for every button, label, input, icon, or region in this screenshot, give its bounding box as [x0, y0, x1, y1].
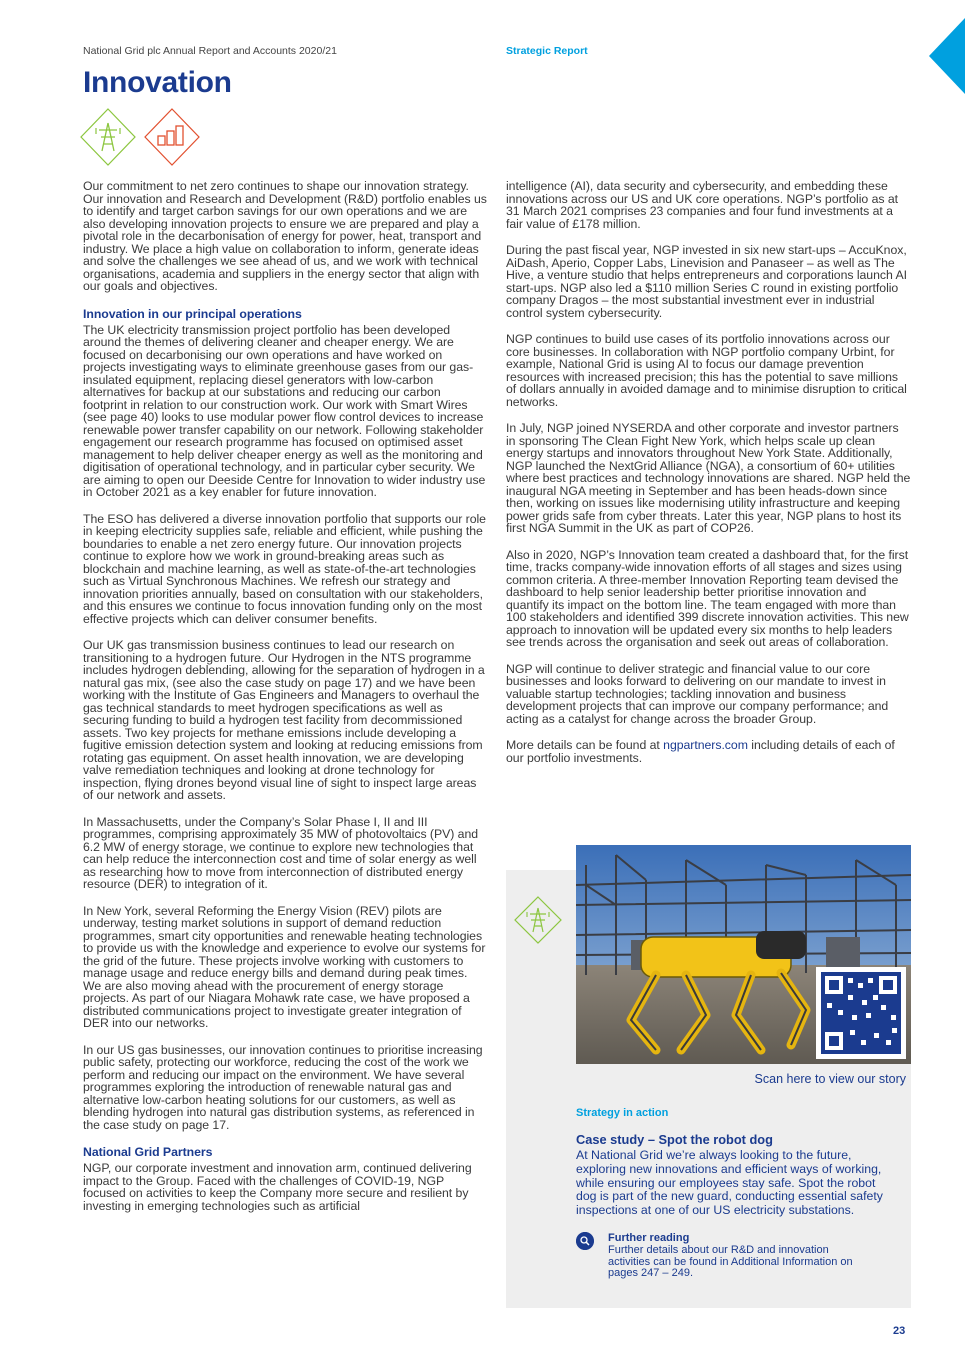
ngp-startups-paragraph: During the past fiscal year, NGP invested in six new start-ups – AccuKnox, AiDash, Aperio, Copper Labs, Linevision and Panaseer – as well as The Hive, a venture studio that helps entrepreneurs and corporations launch AI start-ups. NGP also led a $110 million Series C round in existing portfolio company Dragos – the most substantial investment ever in industrial control system cybersecurity.: [506, 243, 907, 320]
scan-story-link[interactable]: Scan here to view our story: [754, 1072, 906, 1086]
ngpartners-link[interactable]: ngpartners.com: [663, 738, 748, 752]
uk-gas-paragraph: Our UK gas transmission business continues to lead our research on transitioning to a hydrogen future. Our Hydrogen in the NTS programme includes hydrogen deblending, allowing for the separation of hydrogen in a natural gas mix, (see also the case study on page 17) and we have been working with the Institute of Gas Engineers and Managers to overhaul the gas technical standards to meet hydrogen specifications as well as securing funding to build a hydrogen test facility from decommissioned assets. Two key projects for methane emissions include developing a fugitive emission detection system and looking at reducing emissions from rotating gas equipment. On asset health innovation, we are developing valve remediation techniques and looking at drone technology for inspection, flying drones beyond visual line of sight to inspect large areas of our network and assets.: [83, 638, 485, 802]
ngp-mandate-paragraph: NGP will continue to deliver strategic and financial value to our core businesses and looks forward to delivering on our mandate to invest in valuable startup technologies; tackling innovation and business development projects that can improve our company performance; and acting as a catalyst for change across the broader Group.: [506, 661, 889, 726]
ngp-nyserda-paragraph: In July, NGP joined NYSERDA and other corporate and investor partners in sponsoring The Clean Fight New York, which helps scale up clean energy startups and innovators throughout New York State. Additionally, NGP launched the NextGrid Alliance (NGA), a consortium of 60+ utilities where best practices and technology innovations are shared. NGP held the inaugural NGA meeting in September and has been heads-down since then, working on issues like modernising utility infrastructure and keeping power grids safe from cyber threats. Later this year, NGP plans to host its first NGA Summit in the UK as part of COP26.: [506, 421, 911, 535]
qr-code-icon: [816, 967, 906, 1059]
case-study-body: At National Grid we’re always looking to the future, exploring new innovations and efficient ways of working, while ensuring our employees stay safe. Spot the robot dog is part of the new guard, conducting essential safety inspections at one of our US electricity substations.: [576, 1148, 883, 1218]
us-gas-paragraph: In our US gas businesses, our innovation continues to prioritise increasing public safety, protecting our workforce, reducing the cost of the work we perform and reducing our impact on the environment. We have several programmes exploring the introduction of renewable natural gas and alternative low-carbon heating solutions for our customers, as well as blending hydrogen into natural gas distribution systems, as referenced in the case study on page 17.: [83, 1042, 483, 1132]
intro-paragraph: Our commitment to net zero continues to shape our innovation strategy. Our innovation and Research and Development (R&D) portfolio enables us to identify and target carbon savings for our own operations and we are also developing innovation projects to ensure we are prepared and play a pivotal role in the decarbonisation of energy for power, heat, transport and industry. We place a high value on collaboration to inform, generate ideas and solve the challenges we see ahead of us, and we work with technical organisations, academia and suppliers in the energy sector that align with our goals and objectives.: [83, 179, 487, 293]
corner-tab-icon: [929, 18, 965, 94]
eso-paragraph: The ESO has delivered a diverse innovation portfolio that supports our role in keeping electricity supplies safe, reliable and efficient, while pushing the boundaries to enable a net zero energy future. Our innovation projects continue to explore how we work in ground-breaking areas such as blockchain and machine learning, as well as state-of-the-art technologies such as Virtual Synchronous Machines. We refresh our strategy and innovation priorities annually, based on consultation with our stakeholders, and this ensures we continue to focus innovation funding only on the most effective projects which can deliver consumer benefits.: [83, 511, 486, 626]
ngp-dashboard-paragraph: Also in 2020, NGP’s Innovation team created a dashboard that, for the first time, tracks company-wide innovation efforts of all stages and sizes using common criteria. A three-member Innovation Reporting team devised the dashboard to help senior leadership better prioritise innovation and quantify its impact on the bottom line. The team engaged with more than 100 stakeholders and identified 399 discrete innovation activities. This new approach to innovation will be updated every six months to help leaders see trends across the organisation and seek out areas of collaboration.: [506, 547, 909, 649]
ngp-portfolio-paragraph: intelligence (AI), data security and cybersecurity, and embedding these innovations across our US and UK core operations. NGP’s portfolio as at 31 March 2021 comprises 23 companies and four fund investments at a fair value of £178 million.: [506, 179, 898, 231]
strategy-in-action-label: Strategy in action: [576, 1107, 669, 1119]
new-york-paragraph: In New York, several Reforming the Energy Vision (REV) pilots are underway, testing market solutions in support of demand reduction programmes, smart city opportunities and renewable heating technologies to provide us with the knowledge and experience to evolve our systems for the grid of the future. These projects involve working with customers to manage usage and reduce energy bills and demand during peak times. We are also moving ahead with the procurement of energy storage projects. As part of our Niagara Mohawk rate case, we have proposed a distributed communications project to investigate greater integration of DER into our networks.: [83, 903, 486, 1030]
electricity-pylon-icon: [513, 895, 563, 945]
page-number: 23: [893, 1325, 906, 1337]
growth-chart-icon: [145, 109, 199, 165]
further-reading-title: Further reading: [608, 1232, 690, 1244]
case-study-title: Case study – Spot the robot dog: [576, 1132, 773, 1147]
further-reading-body: Further details about our R&D and innovation activities can be found in Additional Information on pages 247 – 249.: [608, 1244, 853, 1280]
ngp-use-cases-paragraph: NGP continues to build use cases of its portfolio innovations across our core businesses. In collaboration with NGP portfolio company Urbint, for example, National Grid is using AI to focus our damage prevention resources with increased precision; this has the potential to save millions of dollars annually in avoided damage and to minimise disruption to critical networks.: [506, 332, 907, 409]
section-heading-ngp: National Grid Partners: [83, 1145, 213, 1159]
massachusetts-paragraph: In Massachusetts, under the Company’s Solar Phase I, II and III programmes, comprising approximately 35 MW of photovoltaics (PV) and 6.2 MW of energy storage, we continue to explore new technologies that can help reduce the interconnection cost and time of solar energy as well as researching how to move from interconnection of distributed energy resource (DER) to integration of it.: [83, 814, 479, 891]
page-title: Innovation: [83, 66, 232, 99]
left-column: [83, 180, 487, 1226]
right-column: [506, 180, 911, 778]
electricity-pylon-icon: [81, 109, 135, 165]
more-details-text: More details can be found at: [506, 738, 664, 752]
more-details-text-end: including details of each of our portfolio investments.: [506, 738, 895, 765]
ngp-paragraph: NGP, our corporate investment and innovation arm, continued delivering impact to the Group. Faced with the challenges of COVID-19, NGP focused on activities to keep the Company more secure and resilient by investing in emerging technologies such as artificial: [83, 1161, 472, 1213]
section-heading-principal-operations: Innovation in our principal operations: [83, 306, 302, 321]
more-details-paragraph: [506, 739, 911, 764]
search-icon: [576, 1232, 594, 1250]
robot-dog-photo: [576, 845, 911, 1064]
report-title: National Grid plc Annual Report and Accounts 2020/21: [83, 45, 337, 57]
section-label: Strategic Report: [506, 45, 588, 57]
theme-icons: [80, 106, 210, 168]
uk-electricity-paragraph: The UK electricity transmission project portfolio has been developed around the themes of delivering cleaner and cheaper energy. We are focused on decarbonising our own operations and have worked on projects investigating ways to eliminate greenhouse gases from our gas-insulated equipment, replacing diesel generators with low-carbon alternatives for backup at our substations and reducing our carbon footprint in relation to our construction work. Our work with Smart Wires (see page 40) looks to use modular power flow control devices to increase renewable power transfer capability on our network. Following stakeholder engagement our research programme has focused on optimised asset management to help deliver cheaper energy as well as the monitoring and digitisation of operational technology, and in particular cyber security. We are aiming to open our Deeside Centre for Innovation to wider industry use in October 2021 as a key enabler for future innovation.: [83, 322, 486, 499]
